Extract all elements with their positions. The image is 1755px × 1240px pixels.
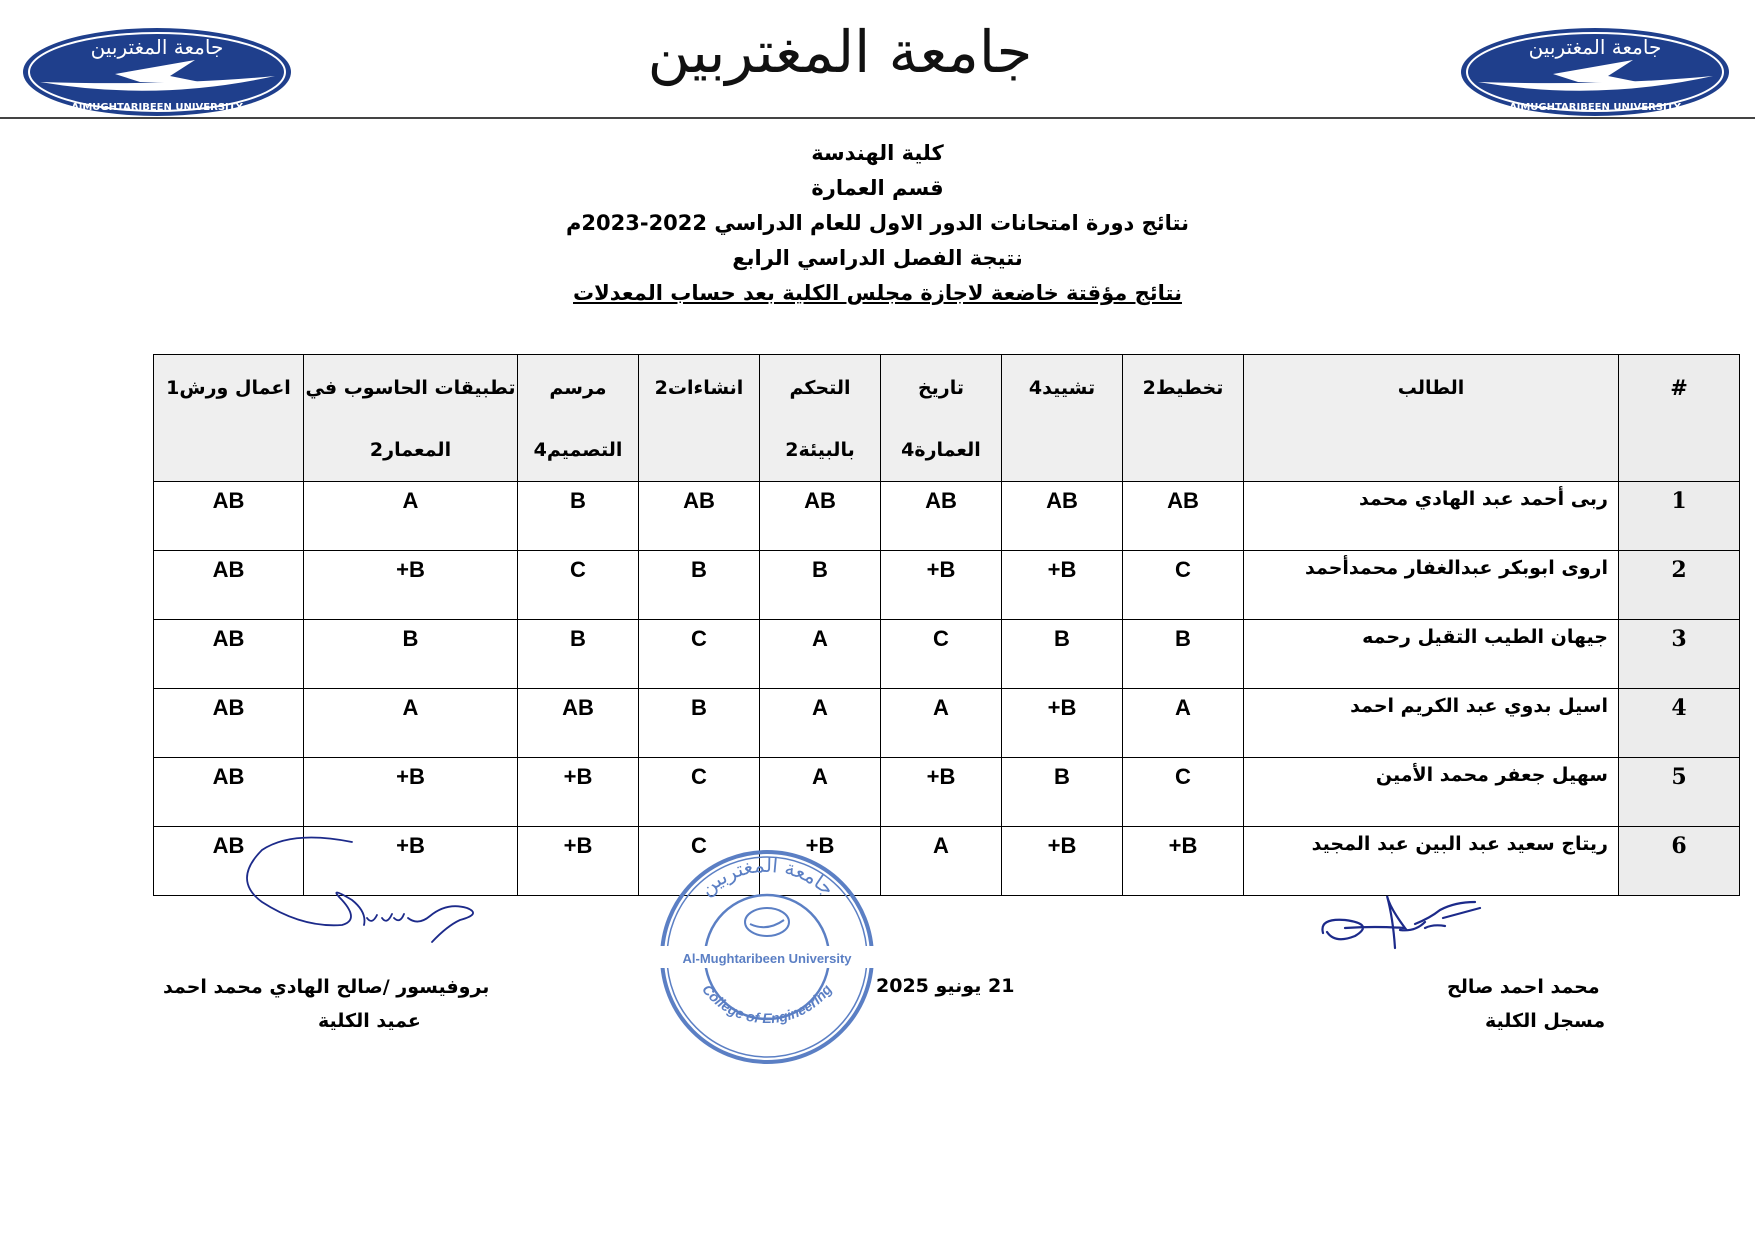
grade-cell: C bbox=[1123, 758, 1244, 827]
results-table bbox=[153, 354, 1740, 896]
row-number: 4 bbox=[1619, 689, 1740, 758]
grade-cell: B+ bbox=[518, 827, 639, 896]
student-name: ربى أحمد عبد الهادي محمد bbox=[1244, 482, 1619, 551]
table-header-row bbox=[154, 355, 1740, 482]
semester-title: نتيجة الفصل الدراسي الرابع bbox=[732, 246, 1023, 270]
grade-cell: A bbox=[304, 482, 518, 551]
registrar-signature bbox=[1315, 888, 1490, 968]
document-date: 21 يونيو 2025 bbox=[876, 975, 1015, 997]
stamp-english-text: Al-Mughtaribeen University bbox=[682, 951, 852, 966]
university-logo-right bbox=[1458, 24, 1733, 124]
student-name: اسيل بدوي عبد الكريم احمد bbox=[1244, 689, 1619, 758]
header-course-2 bbox=[1002, 355, 1123, 482]
grade-cell: B bbox=[518, 482, 639, 551]
course-line1: اعمال ورش1 bbox=[166, 377, 291, 399]
table-row bbox=[154, 482, 1740, 551]
grade-cell: B+ bbox=[518, 758, 639, 827]
row-number: 1 bbox=[1619, 482, 1740, 551]
grade-cell: AB bbox=[1002, 482, 1123, 551]
grade-cell: B bbox=[1002, 620, 1123, 689]
table-row bbox=[154, 758, 1740, 827]
stamp-arabic-text: جامعة المغتربين bbox=[694, 852, 840, 901]
grade-cell: C bbox=[639, 758, 760, 827]
logo-arabic-text: جامعة المغتربين bbox=[90, 35, 224, 59]
document-titles bbox=[400, 136, 1355, 311]
header-course-7 bbox=[304, 355, 518, 482]
grade-cell: AB bbox=[154, 758, 304, 827]
grade-cell: AB bbox=[639, 482, 760, 551]
grade-cell: AB bbox=[881, 482, 1002, 551]
dean-signature bbox=[232, 830, 497, 945]
grade-cell: AB bbox=[1123, 482, 1244, 551]
grade-cell: A bbox=[881, 689, 1002, 758]
grade-cell: B+ bbox=[760, 827, 881, 896]
course-line1: تاريخ bbox=[917, 377, 965, 399]
header-course-5 bbox=[639, 355, 760, 482]
grade-cell: AB bbox=[154, 551, 304, 620]
grade-cell: C bbox=[1123, 551, 1244, 620]
logo-english-text: AlMUGHTARIBEEN UNIVERSITY bbox=[71, 102, 243, 113]
header-course-6 bbox=[518, 355, 639, 482]
course-line2: العمارة4 bbox=[901, 439, 981, 461]
row-number: 6 bbox=[1619, 827, 1740, 896]
course-line1: تخطيط2 bbox=[1142, 377, 1224, 399]
student-name: سهيل جعفر محمد الأمين bbox=[1244, 758, 1619, 827]
registrar-title: مسجل الكلية bbox=[1485, 1010, 1606, 1032]
university-logo-left bbox=[20, 24, 295, 124]
logo-arabic-text: جامعة المغتربين bbox=[1528, 35, 1662, 59]
student-name: ريتاج سعيد عبد البين عبد المجيد bbox=[1244, 827, 1619, 896]
grade-cell: A bbox=[760, 620, 881, 689]
header-divider bbox=[0, 117, 1755, 119]
exam-session-title: نتائج دورة امتحانات الدور الاول للعام الدراسي 2022-2023م bbox=[565, 211, 1189, 235]
page-header bbox=[0, 0, 1755, 118]
grade-cell: C bbox=[881, 620, 1002, 689]
grade-cell: AB bbox=[154, 827, 304, 896]
table-row bbox=[154, 620, 1740, 689]
student-name: جيهان الطيب التقيل رحمه bbox=[1244, 620, 1619, 689]
grade-cell: B+ bbox=[1002, 551, 1123, 620]
row-number: 2 bbox=[1619, 551, 1740, 620]
grade-cell: B+ bbox=[1123, 827, 1244, 896]
student-name: اروى ابوبكر عبدالغفار محمدأحمد bbox=[1244, 551, 1619, 620]
grade-cell: C bbox=[639, 827, 760, 896]
header-student: الطالب bbox=[1244, 355, 1619, 482]
grade-cell: B bbox=[1123, 620, 1244, 689]
grade-cell: C bbox=[518, 551, 639, 620]
course-line1: انشاءات2 bbox=[654, 377, 744, 399]
header-number: # bbox=[1619, 355, 1740, 482]
grade-cell: B bbox=[639, 689, 760, 758]
table-row bbox=[154, 689, 1740, 758]
grade-cell: A bbox=[304, 689, 518, 758]
grade-cell: B+ bbox=[881, 758, 1002, 827]
grade-cell: AB bbox=[154, 689, 304, 758]
header-course-8 bbox=[154, 355, 304, 482]
grade-cell: B bbox=[639, 551, 760, 620]
grade-cell: B bbox=[304, 620, 518, 689]
course-line1: تطبيقات الحاسوب في bbox=[305, 377, 516, 399]
row-number: 3 bbox=[1619, 620, 1740, 689]
grade-cell: B+ bbox=[1002, 827, 1123, 896]
course-line2: التصميم4 bbox=[533, 439, 623, 461]
course-line1: التحكم bbox=[789, 377, 851, 399]
grade-cell: A bbox=[881, 827, 1002, 896]
stamp-college-text: College of Engineering bbox=[699, 981, 835, 1027]
provisional-note: نتائج مؤقتة خاضعة لاجازة مجلس الكلية بعد حساب المعدلات bbox=[573, 281, 1182, 305]
registrar-name: محمد احمد صالح bbox=[1447, 976, 1600, 998]
grade-cell: AB bbox=[518, 689, 639, 758]
dean-name: بروفيسور /صالح الهادي محمد احمد bbox=[163, 976, 490, 998]
department-title: قسم العمارة bbox=[811, 176, 944, 200]
college-stamp bbox=[652, 846, 882, 1068]
header-course-1 bbox=[1123, 355, 1244, 482]
grade-cell: B+ bbox=[304, 551, 518, 620]
grade-cell: B+ bbox=[304, 827, 518, 896]
grade-cell: A bbox=[760, 758, 881, 827]
course-line2: بالبيئة2 bbox=[785, 439, 855, 461]
table-row bbox=[154, 551, 1740, 620]
grade-cell: B+ bbox=[304, 758, 518, 827]
grade-cell: C bbox=[639, 620, 760, 689]
faculty-title: كلية الهندسة bbox=[811, 141, 944, 165]
logo-english-text: AlMUGHTARIBEEN UNIVERSITY bbox=[1509, 102, 1681, 113]
course-line1: مرسم bbox=[549, 377, 607, 399]
university-name: جامعة المغتربين bbox=[647, 18, 1033, 86]
grade-cell: A bbox=[1123, 689, 1244, 758]
header-course-3 bbox=[881, 355, 1002, 482]
grade-cell: A bbox=[760, 689, 881, 758]
dean-title: عميد الكلية bbox=[318, 1010, 421, 1032]
grade-cell: B bbox=[1002, 758, 1123, 827]
grade-cell: B+ bbox=[881, 551, 1002, 620]
grade-cell: AB bbox=[154, 482, 304, 551]
grade-cell: AB bbox=[760, 482, 881, 551]
grade-cell: B+ bbox=[1002, 689, 1123, 758]
grade-cell: B bbox=[518, 620, 639, 689]
grade-cell: AB bbox=[154, 620, 304, 689]
header-course-4 bbox=[760, 355, 881, 482]
course-line1: تشييد4 bbox=[1028, 377, 1096, 399]
grade-cell: B bbox=[760, 551, 881, 620]
row-number: 5 bbox=[1619, 758, 1740, 827]
course-line2: المعمار2 bbox=[369, 439, 452, 461]
